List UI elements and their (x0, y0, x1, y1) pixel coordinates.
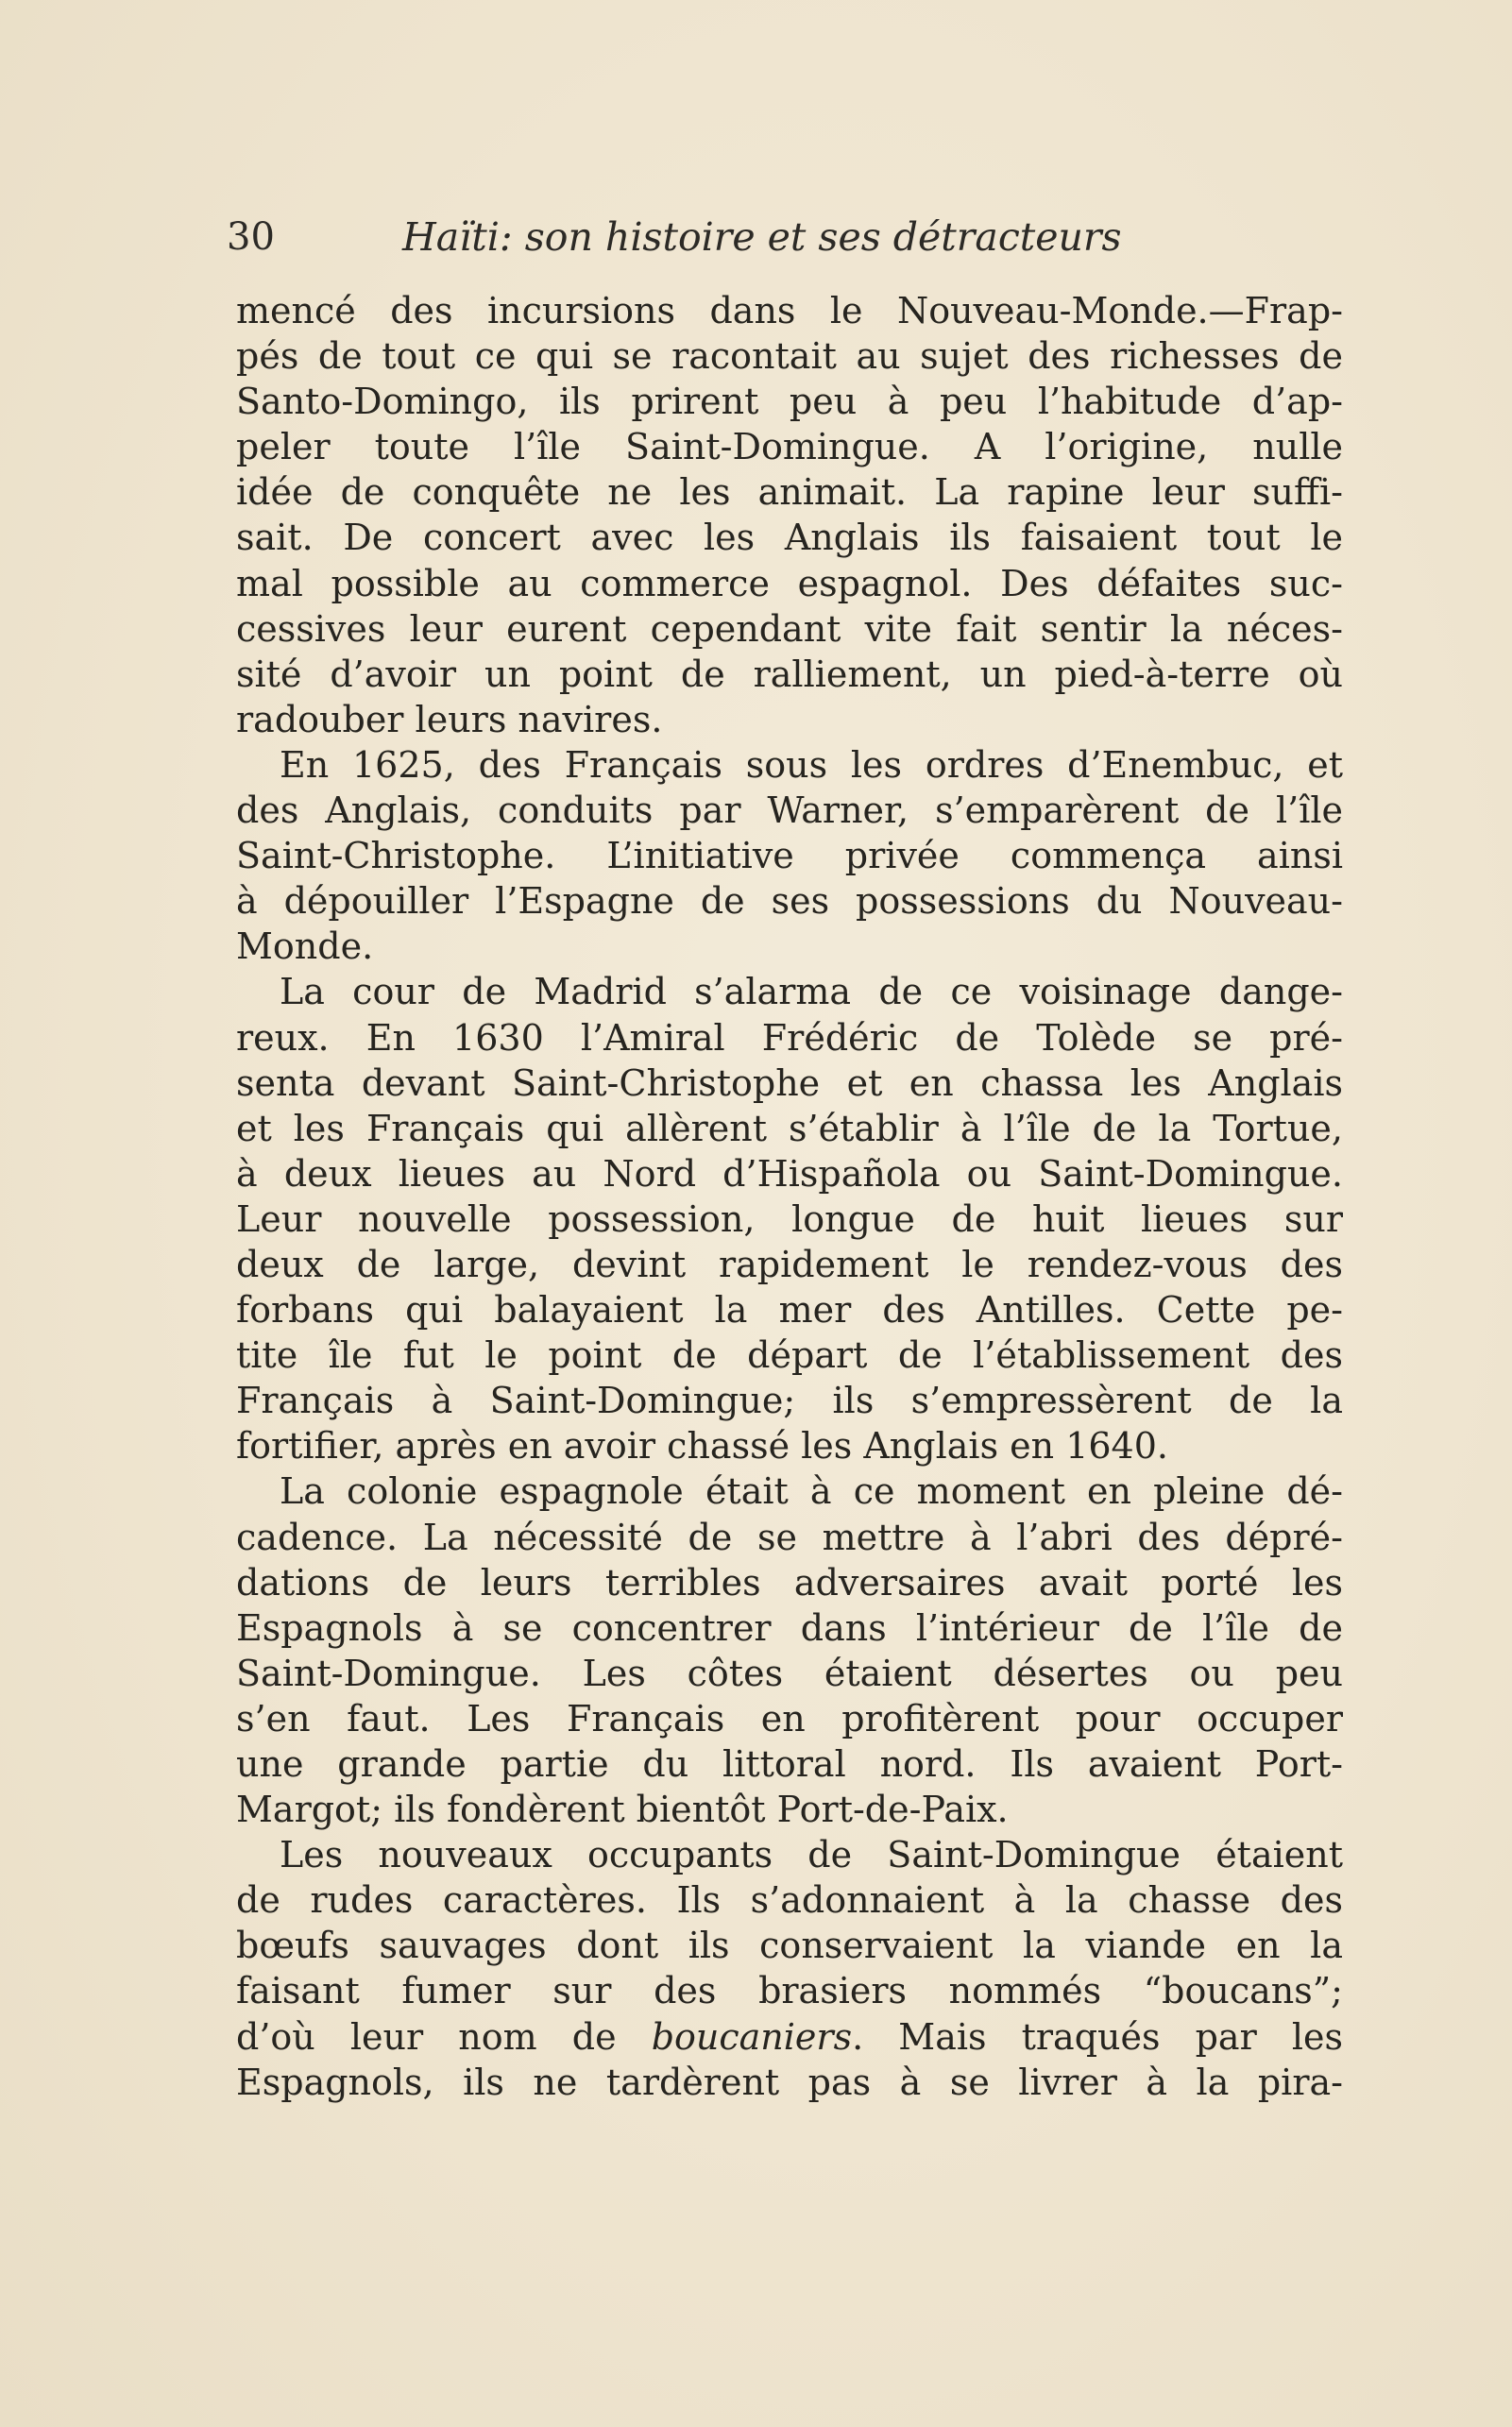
text-line: En 1625, des Français sous les ordres d’Enembuc, et (280, 743, 1343, 786)
text-line: cadence. La nécessité de se mettre à l’abri des dépré- (236, 1516, 1343, 1558)
text-line: sité d’avoir un point de ralliement, un pied-à-terre où (236, 653, 1343, 695)
text-line: reux. En 1630 l’Amiral Frédéric de Tolède se pré- (236, 1016, 1343, 1059)
text-line: faisant fumer sur des brasiers nommés “boucans”; (236, 1970, 1343, 2012)
text-line: une grande partie du littoral nord. Ils avaient Port- (236, 1743, 1343, 1785)
text-line: La cour de Madrid s’alarma de ce voisinage dange- (280, 971, 1343, 1013)
text-line: Monde. (236, 925, 374, 968)
text-line: dations de leurs terribles adversaires avait porté les (236, 1561, 1343, 1604)
text-line: radouber leurs navires. (236, 698, 663, 740)
text-line (236, 2014, 1343, 2060)
text-line: Espagnols, ils ne tardèrent pas à se livrer à la pira- (236, 2061, 1343, 2103)
page-header (227, 206, 1171, 268)
text-line: Saint-Christophe. L’initiative privée commença ainsi (236, 835, 1343, 877)
text-line: cessives leur eurent cependant vite fait sentir la néces- (236, 607, 1343, 650)
page-number: 30 (227, 215, 275, 259)
text-line: mal possible au commerce espagnol. Des défaites suc- (236, 562, 1343, 604)
italic-term: boucaniers (651, 2015, 853, 2058)
text-line: Français à Saint-Domingue; ils s’empressèrent de la (236, 1380, 1343, 1422)
text-line: Santo-Domingo, ils prirent peu à peu l’habitude d’ap- (236, 381, 1343, 423)
text-line: à dépouiller l’Espagne de ses possessions du Nouveau- (236, 880, 1343, 923)
text-line: senta devant Saint-Christophe et en chassa les Anglais (236, 1061, 1343, 1104)
text-line: à deux lieues au Nord d’Hispañola ou Saint-Domingue. (236, 1152, 1343, 1195)
text-line: Margot; ils fondèrent bientôt Port-de-Paix. (236, 1789, 1009, 1831)
text-line: La colonie espagnole était à ce moment en pleine dé- (280, 1470, 1343, 1513)
text-line: peler toute l’île Saint-Domingue. A l’origine, nulle (236, 426, 1343, 468)
text-line: fortifier, après en avoir chassé les Anglais en 1640. (236, 1425, 1168, 1468)
running-title: Haïti: son histoire et ses détracteurs (402, 214, 1122, 260)
text-line: deux de large, devint rapidement le rendez-vous des (236, 1243, 1343, 1285)
text-span: . Mais traqués par les (852, 2015, 1343, 2058)
text-line: Saint-Domingue. Les côtes étaient désertes ou peu (236, 1652, 1343, 1694)
text-line: mencé des incursions dans le Nouveau-Monde.—Frap- (236, 290, 1343, 331)
text-line: s’en faut. Les Français en profitèrent pour occuper (236, 1697, 1343, 1740)
text-line: idée de conquête ne les animait. La rapine leur suffi- (236, 471, 1343, 514)
text-span: d’où leur nom de (236, 2015, 652, 2058)
body-text (236, 288, 1343, 2105)
text-line: pés de tout ce qui se racontait au sujet des richesses de (236, 335, 1343, 378)
text-line: sait. De concert avec les Anglais ils faisaient tout le (236, 517, 1343, 559)
text-line: bœufs sauvages dont ils conservaient la viande en la (236, 1925, 1343, 1967)
text-line: Les nouveaux occupants de Saint-Domingue étaient (280, 1834, 1343, 1876)
text-line: de rudes caractères. Ils s’adonnaient à la chasse des (236, 1879, 1343, 1922)
text-line: Leur nouvelle possession, longue de huit lieues sur (236, 1197, 1343, 1240)
text-line: tite île fut le point de départ de l’établissement des (236, 1334, 1343, 1377)
text-line: Espagnols à se concentrer dans l’intérieur de l’île de (236, 1606, 1343, 1649)
text-line: des Anglais, conduits par Warner, s’emparèrent de l’île (236, 789, 1343, 832)
text-line: et les Français qui allèrent s’établir à l’île de la Tortue, (236, 1107, 1343, 1149)
text-line: forbans qui balayaient la mer des Antilles. Cette pe- (236, 1289, 1343, 1332)
